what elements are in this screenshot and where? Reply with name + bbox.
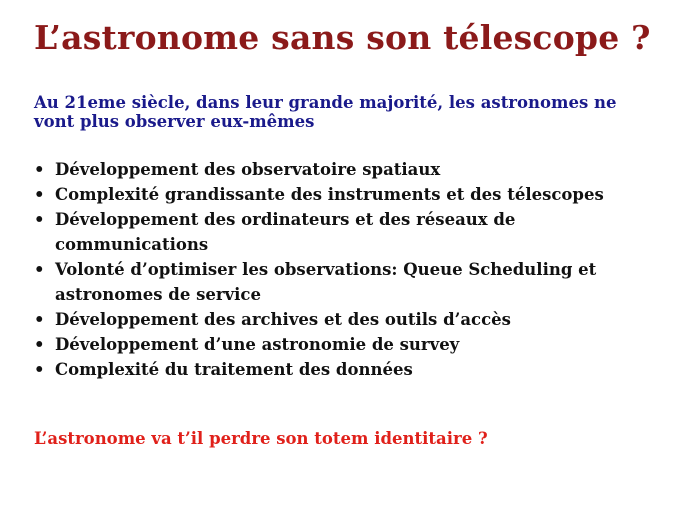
- bullet-item: [34, 332, 634, 357]
- bullet-item: [34, 357, 634, 382]
- bullet-dot-icon: •: [34, 185, 45, 204]
- bullet-item: [34, 307, 634, 332]
- bullet-text: Complexité grandissante des instruments et des télescopes: [55, 185, 604, 204]
- bullet-dot-icon: •: [34, 160, 45, 179]
- bullet-dot-icon: •: [34, 260, 45, 279]
- bullet-item: [34, 182, 634, 207]
- bullet-dot-icon: •: [34, 335, 45, 354]
- bullet-text: Complexité du traitement des données: [55, 360, 413, 379]
- bullet-dot-icon: •: [34, 210, 45, 229]
- bullet-text: Volonté d’optimiser les observations: Queue Scheduling et astronomes de service: [55, 260, 597, 304]
- bullet-item: [34, 207, 634, 257]
- bullet-dot-icon: •: [34, 310, 45, 329]
- bullet-text: Développement d’une astronomie de survey: [55, 335, 460, 354]
- bullet-item: [34, 157, 634, 182]
- bullet-text: Développement des archives et des outils d’accès: [55, 310, 511, 329]
- slide-title: L’astronome sans son télescope ?: [34, 18, 651, 57]
- bullet-item: [34, 257, 634, 307]
- bullet-text: Développement des observatoire spatiaux: [55, 160, 441, 179]
- bullet-dot-icon: •: [34, 360, 45, 379]
- bullet-text: Développement des ordinateurs et des réseaux de communications: [55, 210, 516, 254]
- closing-question: L’astronome va t’il perdre son totem identitaire ?: [34, 429, 488, 448]
- bullet-list: [34, 157, 634, 382]
- slide-subtitle: Au 21eme siècle, dans leur grande majorité, les astronomes ne vont plus observer eux-mêmes: [34, 93, 617, 131]
